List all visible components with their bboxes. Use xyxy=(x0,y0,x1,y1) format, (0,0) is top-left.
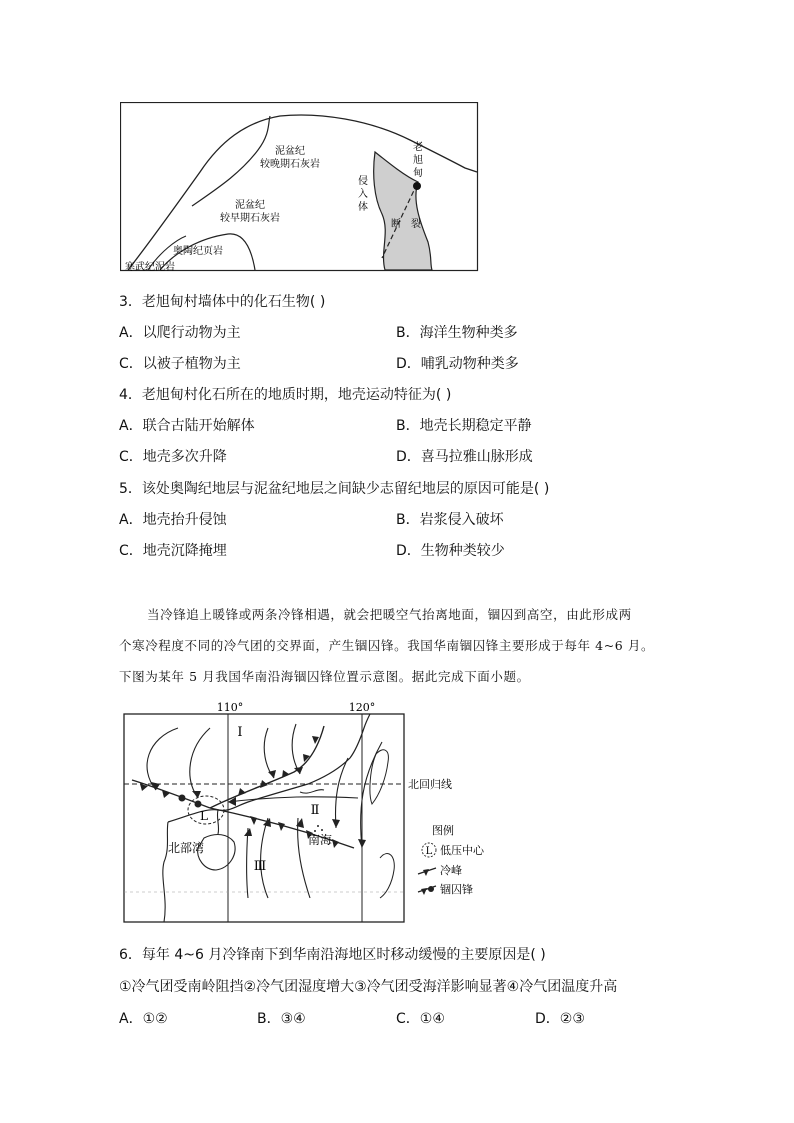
late-devonian-label-1: 泥盆纪 xyxy=(275,146,305,157)
village-label-3: 甸 xyxy=(413,168,423,179)
tropic-label: 北回归线 xyxy=(408,778,452,791)
legend-cold-front-label: 冷峰 xyxy=(440,864,462,877)
region-1-label: Ⅰ xyxy=(237,725,243,740)
occluded-semicircle-1 xyxy=(179,795,186,802)
question-6-statements: ①冷气团受南岭阻挡②冷气团湿度增大③冷气团受海洋影响显著④冷气团温度升高 xyxy=(119,979,618,995)
village-label-2: 旭 xyxy=(413,155,423,166)
island-dot-1 xyxy=(317,825,319,827)
cold-front-tooth-2 xyxy=(260,780,268,788)
island-dot-3 xyxy=(314,830,316,832)
intrusion-label-2: 入 xyxy=(358,189,368,200)
q5-option-d[interactable]: D．生物种类较少 xyxy=(396,543,505,559)
airflow-arrow-4 xyxy=(292,724,300,774)
ordovician-label: 奥陶纪页岩 xyxy=(173,246,223,257)
q4-option-b[interactable]: B．地壳长期稳定平静 xyxy=(396,418,532,434)
legend-occluded-label: 锢囚锋 xyxy=(440,883,473,896)
q5-option-b[interactable]: B．岩浆侵入破坏 xyxy=(396,512,504,528)
q4-option-d[interactable]: D．喜马拉雅山脉形成 xyxy=(396,449,533,465)
q3-option-d[interactable]: D．哺乳动物种类多 xyxy=(396,356,519,372)
intro-paragraph-line-3: 下图为某年 5 月我国华南沿海锢囚锋位置示意图。据此完成下面小题。 xyxy=(119,669,530,684)
occluded-semicircle-2 xyxy=(195,801,202,808)
q5-option-c[interactable]: C．地壳沉降掩埋 xyxy=(119,543,227,559)
island-dot-2 xyxy=(321,829,323,831)
airflow-arrow-6 xyxy=(361,742,382,848)
fault-label-2: 裂 xyxy=(411,219,421,230)
arrowhead-5 xyxy=(332,819,340,828)
region-2-label: Ⅱ xyxy=(310,803,320,818)
q3-option-c[interactable]: C．以被子植物为主 xyxy=(119,356,241,372)
longitude-120-label: 120° xyxy=(348,701,376,714)
q6-option-c[interactable]: C．①④ xyxy=(396,1011,445,1027)
fault-label-1: 断 xyxy=(391,219,401,230)
sea-label: 南海 xyxy=(307,833,333,847)
question-6-stem: 6．每年 4~6 月冷锋南下到华南沿海地区时移动缓慢的主要原因是( ) xyxy=(119,947,546,963)
coast-detail xyxy=(300,790,324,793)
airflow-arrow-10 xyxy=(247,828,249,898)
question-4-stem: 4．老旭甸村化石所在的地质时期，地壳运动特征为( ) xyxy=(119,387,452,403)
legend-occluded-tooth xyxy=(421,888,427,895)
village-marker xyxy=(413,182,421,190)
cold-front-tooth-9 xyxy=(332,839,339,848)
legend-occluded-semicircle xyxy=(428,886,434,892)
region-3-label: Ⅲ xyxy=(253,859,267,874)
intro-paragraph-line-2: 个寒冷程度不同的冷气团的交界面，产生锢囚锋。我国华南锢囚锋主要形成于每年 4~6 月。 xyxy=(119,638,655,653)
leizhou-peninsula xyxy=(217,810,218,834)
airflow-arrow-2 xyxy=(190,728,210,798)
q6-option-d[interactable]: D．②③ xyxy=(535,1011,585,1027)
q3-option-a[interactable]: A．以爬行动物为主 xyxy=(119,325,241,341)
cold-front-tooth-6 xyxy=(250,816,257,825)
gulf-label: 北部湾 xyxy=(167,841,205,855)
airflow-arrow-7 xyxy=(228,797,358,802)
low-pressure-label: L xyxy=(200,809,208,823)
question-5-stem: 5．该处奥陶纪地层与泥盆纪地层之间缺少志留纪地层的原因可能是( ) xyxy=(119,481,550,497)
gulf-coast xyxy=(163,822,168,922)
q3-option-b[interactable]: B．海洋生物种类多 xyxy=(396,325,518,341)
arrowhead-6 xyxy=(358,839,366,848)
q4-option-a[interactable]: A．联合古陆开始解体 xyxy=(119,418,255,434)
luzon-island xyxy=(380,854,394,898)
intro-paragraph-line-1: 当冷锋追上暖锋或两条冷锋相遇，就会把暖空气抬离地面，锢囚到高空，由此形成两 xyxy=(147,607,632,622)
devonian-boundary xyxy=(192,116,270,206)
q4-option-c[interactable]: C．地壳多次升降 xyxy=(119,449,227,465)
airflow-arrow-1 xyxy=(147,728,178,790)
cambrian-label: 寒武纪泥岩 xyxy=(125,262,175,272)
intrusion-label-3: 体 xyxy=(358,202,368,213)
longitude-110-label: 110° xyxy=(216,701,244,714)
cold-front-tooth-3 xyxy=(282,770,289,778)
legend-low-label: 低压中心 xyxy=(440,844,484,857)
airflow-arrow-9 xyxy=(261,818,269,898)
early-devonian-label-1: 泥盆纪 xyxy=(235,200,265,211)
geology-figure xyxy=(120,102,480,272)
legend-title: 图例 xyxy=(432,824,454,837)
village-label-1: 老 xyxy=(413,142,423,153)
legend-low-symbol: L xyxy=(425,846,433,857)
late-devonian-label-2: 较晚期石灰岩 xyxy=(260,159,320,170)
front-map-figure xyxy=(118,698,508,926)
q6-option-b[interactable]: B．③④ xyxy=(257,1011,306,1027)
question-3-stem: 3．老旭甸村墙体中的化石生物( ) xyxy=(119,294,326,310)
intrusion-body xyxy=(374,152,432,270)
arrowhead-2 xyxy=(192,791,201,798)
early-devonian-label-2: 较早期石灰岩 xyxy=(220,213,280,224)
q6-option-a[interactable]: A．①② xyxy=(119,1011,168,1027)
airflow-arrow-3 xyxy=(264,728,274,778)
taiwan-island xyxy=(370,750,388,804)
q5-option-a[interactable]: A．地壳抬升侵蚀 xyxy=(119,512,227,528)
intrusion-label-1: 侵 xyxy=(358,176,368,187)
